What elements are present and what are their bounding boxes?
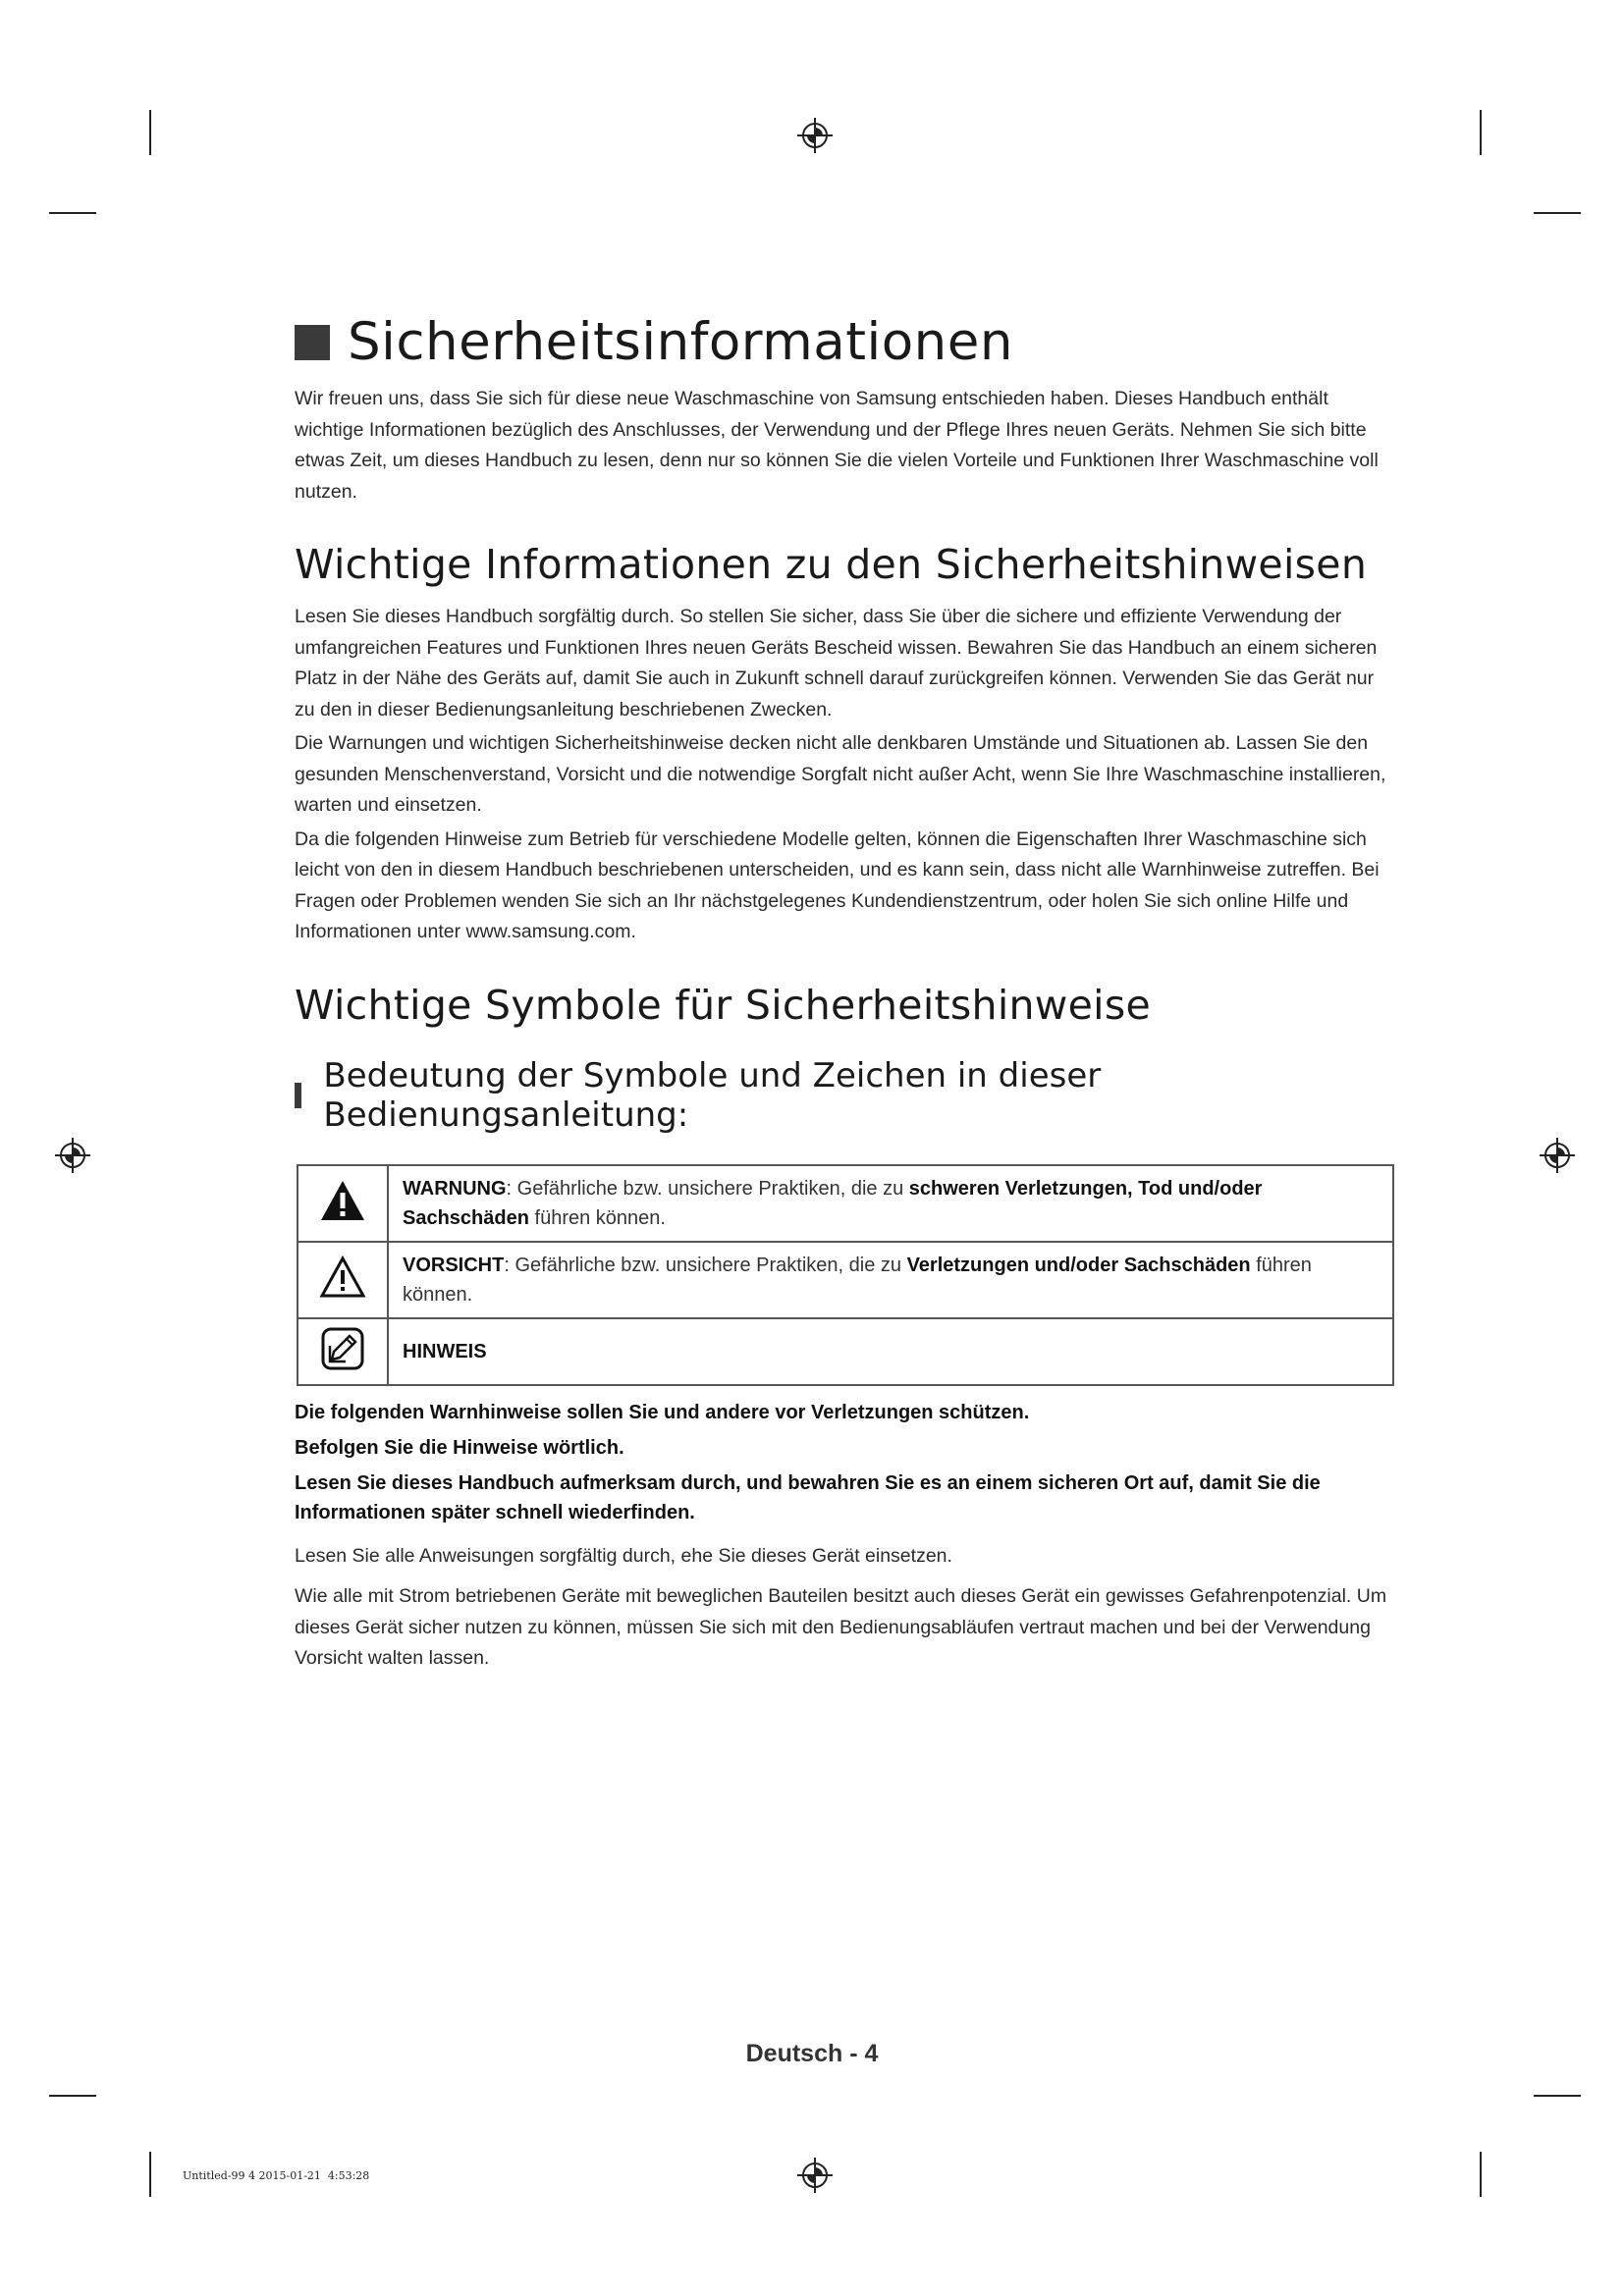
paragraph: Die Warnungen und wichtigen Sicherheitshinweise decken nicht alle denkbaren Umstände und Situationen ab. Lassen Sie den gesunden Menschenverstand, Vorsicht und die notwendige Sorgfalt nicht außer Acht, wenn Sie Ihre Waschmaschine installieren, warten und einsetzen. [295, 732, 1386, 816]
symbol-table [297, 1164, 1394, 1386]
bold-note: Befolgen Sie die Hinweise wörtlich. [295, 1436, 624, 1459]
warning-description [388, 1165, 1393, 1242]
symbol-cell [298, 1165, 388, 1242]
title-square-icon [295, 325, 330, 360]
paragraph: Wie alle mit Strom betriebenen Geräte mit beweglichen Bauteilen besitzt auch dieses Gerät ein gewisses Gefahrenpotenzial. Um dieses Gerät sicher nutzen zu können, müssen Sie sich mit den Bedienungsabläufen vertraut machen und bei der Verwendung Vorsicht walten lassen. [295, 1585, 1387, 1669]
crop-mark [1480, 2152, 1482, 2197]
symbol-cell [298, 1318, 388, 1385]
registration-mark-icon [53, 1136, 92, 1175]
paragraph: Da die folgenden Hinweise zum Betrieb für verschiedene Modelle gelten, können die Eigenschaften Ihrer Waschmaschine sich leicht von den in diesem Handbuch beschriebenen unterscheiden, und es kann sein, dass nicht alle Warnhinweise zutreffen. Bei Fragen oder Problemen wenden Sie sich an Ihr nächstgelegenes Kundendienstzentrum, oder holen Sie sich online Hilfe und Informationen unter www.samsung.com. [295, 828, 1380, 942]
caution-description [388, 1242, 1393, 1318]
crop-mark [149, 2152, 151, 2197]
warning-keyword: WARNUNG [403, 1177, 507, 1200]
caution-outline-triangle-icon [319, 1255, 366, 1299]
warning-filled-triangle-icon [319, 1179, 366, 1222]
paragraph: Lesen Sie dieses Handbuch sorgfältig durch. So stellen Sie sicher, dass Sie über die sichere und effiziente Verwendung der umfangreichen Features und Funktionen Ihres neuen Geräts Bescheid wissen. Bewahren Sie das Handbuch an einem sicheren Platz in der Nähe des Geräts auf, damit Sie auch in Zukunft schnell darauf zurückgreifen können. Verwenden Sie das Gerät nur zu den in dieser Bedienungsanleitung beschriebenen Zwecken. [295, 606, 1378, 721]
subheading-bar-icon [295, 1083, 301, 1108]
page-title-text: Sicherheitsinformationen [348, 312, 1013, 372]
paragraph: Lesen Sie alle Anweisungen sorgfältig durch, ehe Sie dieses Gerät einsetzen. [295, 1544, 952, 1567]
print-info: Untitled-99 4 2015-01-21 ￼ 4:53:28 [183, 2169, 370, 2182]
page-number: Deutsch - 4 [745, 2040, 879, 2067]
bold-note: Die folgenden Warnhinweise sollen Sie und andere vor Verletzungen schützen. [295, 1401, 1030, 1423]
crop-mark [1480, 110, 1482, 155]
registration-mark-icon [795, 116, 835, 155]
intro-paragraph: Wir freuen uns, dass Sie sich für diese neue Waschmaschine von Samsung entschieden haben. Dieses Handbuch enthält wichtige Informationen bezüglich des Anschlusses, der Verwendung und der Pflege Ihres neuen Geräts. Nehmen Sie sich bitte etwas Zeit, um dieses Handbuch zu lesen, denn nur so können Sie die vielen Vorteile und Funktionen Ihrer Waschmaschine voll nutzen. [295, 388, 1379, 503]
crop-mark [49, 212, 96, 214]
page-content [295, 312, 1394, 1678]
registration-mark-icon [795, 2156, 835, 2195]
note-description [388, 1318, 1393, 1385]
note-pencil-icon [320, 1326, 365, 1371]
caution-text: : Gefährliche bzw. unsichere Praktiken, die zu [504, 1254, 907, 1276]
warning-text: : Gefährliche bzw. unsichere Praktiken, die zu [506, 1177, 909, 1200]
bold-notes [295, 1398, 1394, 1527]
bold-note: Lesen Sie dieses Handbuch aufmerksam durch, und bewahren Sie es an einem sicheren Ort auf, damit Sie die Informationen später schnell wiederfinden. [295, 1471, 1321, 1523]
section-heading-safety-info: Wichtige Informationen zu den Sicherheitshinweisen [295, 541, 1368, 588]
page-title [295, 312, 1394, 372]
caution-keyword: VORSICHT [403, 1254, 505, 1276]
table-row-caution [298, 1242, 1393, 1318]
caution-text-end: führen können. [403, 1254, 1312, 1306]
crop-mark [49, 2095, 96, 2097]
section-heading-symbols: Wichtige Symbole für Sicherheitshinweise [295, 981, 1152, 1029]
symbol-cell [298, 1242, 388, 1318]
note-keyword: HINWEIS [403, 1340, 487, 1362]
table-row-note [298, 1318, 1393, 1385]
registration-mark-icon [1538, 1136, 1577, 1175]
warning-bold-text: schweren Verletzungen, Tod und/oder Sachschäden [403, 1177, 1263, 1229]
crop-mark [149, 110, 151, 155]
crop-mark [1534, 2095, 1581, 2097]
subheading-text: Bedeutung der Symbole und Zeichen in dieser Bedienungsanleitung: [323, 1055, 1102, 1135]
crop-mark [1534, 212, 1581, 214]
warning-text-end: führen können. [528, 1206, 666, 1229]
caution-bold-text: Verletzungen und/oder Sachschäden [906, 1254, 1251, 1276]
table-row-warning [298, 1165, 1393, 1242]
subheading-symbol-meaning [295, 1056, 1394, 1135]
